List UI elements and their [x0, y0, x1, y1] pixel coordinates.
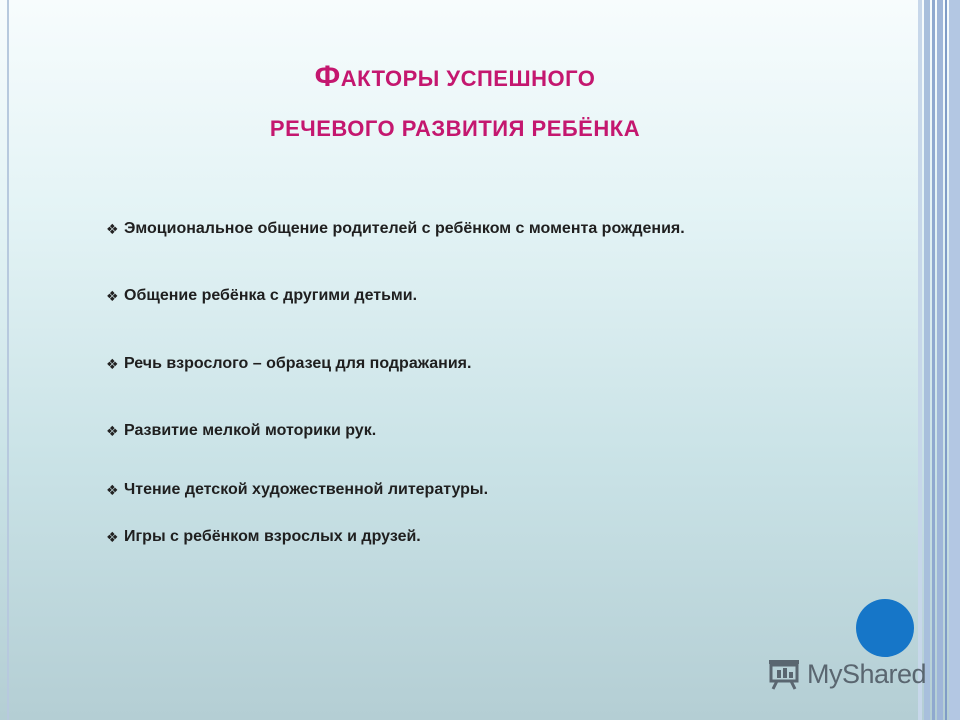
right-border-stripe — [949, 0, 960, 720]
right-border-stripe — [924, 0, 930, 720]
blue-circle-decoration — [856, 599, 914, 657]
diamond-bullet-icon: ❖ — [106, 221, 119, 237]
right-border-stripe — [937, 0, 943, 720]
right-border-stripe — [945, 0, 947, 720]
left-border-line — [7, 0, 9, 720]
list-item — [106, 525, 421, 549]
diamond-bullet-icon: ❖ — [106, 288, 119, 304]
list-item — [106, 284, 417, 308]
presentation-screen-icon — [767, 658, 801, 690]
myshared-logo[interactable] — [767, 656, 926, 692]
diamond-bullet-icon: ❖ — [106, 529, 119, 545]
list-item-text: Эмоциональное общение родителей с ребёнком с момента рождения. — [124, 220, 685, 237]
title-line-2: РЕЧЕВОГО РАЗВИТИЯ РЕБЁНКА — [269, 116, 641, 141]
right-border-stripe — [918, 0, 922, 720]
list-item-text: Игры с ребёнком взрослых и друзей. — [124, 528, 421, 545]
list-item — [106, 217, 685, 241]
right-border-stripe — [932, 0, 935, 720]
diamond-bullet-icon: ❖ — [106, 356, 119, 372]
list-item — [106, 419, 376, 443]
list-item — [106, 352, 471, 376]
list-item-text: Чтение детской художественной литературы. — [124, 481, 489, 498]
diamond-bullet-icon: ❖ — [106, 482, 119, 498]
list-item — [106, 478, 488, 502]
title-initial-letter: Ф — [314, 60, 341, 93]
title-line-1 — [160, 52, 750, 104]
list-item-text: Развитие мелкой моторики рук. — [124, 422, 377, 439]
diamond-bullet-icon: ❖ — [106, 423, 119, 439]
title-line-1-text: АКТОРЫ УСПЕШНОГО — [340, 66, 596, 91]
list-item-text: Речь взрослого – образец для подражания. — [124, 355, 472, 372]
slide-title — [160, 52, 750, 154]
logo-text: MyShared — [807, 658, 927, 689]
list-item-text: Общение ребёнка с другими детьми. — [124, 287, 418, 304]
